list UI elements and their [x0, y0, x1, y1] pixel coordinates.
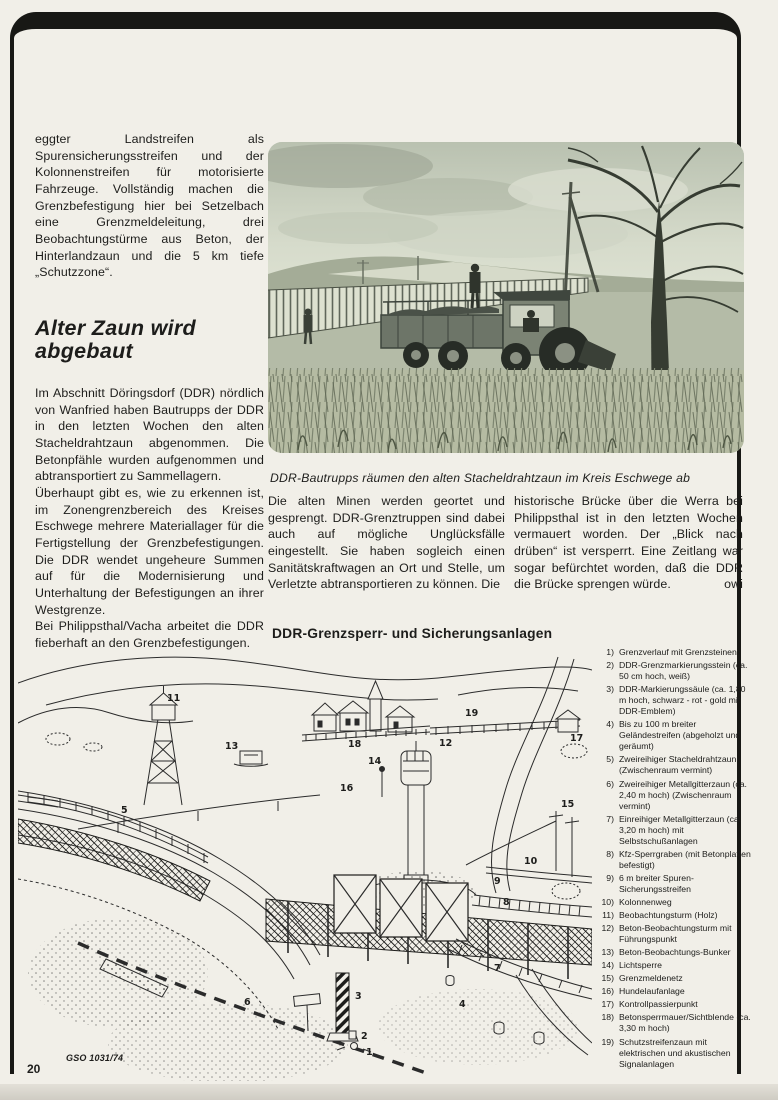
legend-item: 1) Grenzverlauf mit Grenzsteinen	[606, 647, 737, 657]
diagram-label: 16	[340, 783, 354, 794]
legend-item: 10) Kolonnenweg	[601, 896, 672, 907]
legend-item: 4) Bis zu 100 m breiter Geländestreifen (abgeholzt und geräumt)	[606, 719, 741, 752]
diagram-legend	[599, 647, 751, 1072]
diagram-label: 6	[244, 997, 251, 1008]
legend-item: 11) Beobachtungsturm (Holz)	[602, 910, 718, 921]
legend-item: 2) DDR-Grenzmarkierungsstein (ca. 50 cm hoch, weiß)	[606, 660, 748, 682]
diagram-label: 13	[225, 741, 239, 752]
photo-illustration	[268, 142, 744, 453]
article-paragraph: Überhaupt gibt es, wie zu erkennen ist, im Zonengrenzbereich des Kreises Eschwege mehrere Materiallager für die Fertigstellung der Grenzbefestigungen. Die DDR wendet ungeheure Summen auf für die Modernisierung und Unterhaltung der Befestigungen an ihrer Westgrenze.	[35, 486, 264, 617]
page-number: 20	[27, 1062, 41, 1076]
legend-item: 13) Beton-Beobachtungs-Bunker	[601, 947, 731, 958]
diagram-illustration	[18, 643, 592, 1081]
legend-item: 8) Kfz-Sperrgraben (mit Betonplatten befestigt)	[606, 848, 751, 870]
diagram-label: 14	[368, 756, 382, 767]
article-column-1	[268, 493, 505, 593]
photo-caption: DDR-Bautrupps räumen den alten Stacheldrahtzaun im Kreis Eschwege ab	[270, 471, 691, 486]
diagram-label: 18	[348, 739, 362, 750]
legend-item: 6) Zweireihiger Metallgitterzaun (ca. 2,40 m hoch) (Zwischenraum vermint)	[606, 778, 747, 811]
diagram-label: 2	[361, 1031, 368, 1042]
article-headline: Alter Zaun wird abgebaut	[35, 316, 196, 364]
legend-item: 12) Beton-Beobachtungsturm mit Führungspunkt	[601, 923, 732, 945]
legend-item: 18) Betonsperrmauer/Sichtblende (ca. 3,30 m hoch)	[601, 1012, 751, 1034]
legend-item: 15) Grenzmeldenetz	[601, 973, 683, 984]
left-text-column	[35, 131, 264, 652]
legend-item: 5) Zweireihiger Stacheldrahtzaun (Zwischenraum vermint)	[606, 754, 737, 776]
legend-item: 17) Kontrollpassierpunkt	[601, 999, 698, 1010]
diagram-label: 12	[439, 738, 453, 749]
legend-item: 16) Hundelaufanlage	[601, 986, 685, 997]
intro-paragraph: eggter Landstreifen als Spurensicherungsstreifen und der Kolonnenstreifen für motorisierte Fahrzeuge. Vollständig machen die Grenzbefestigung hier bei Setzelbach eine Grenzmeldeleitung, drei Beobachtungstürme aus Beton, der Hinterlandzaun und die 5 km tiefe „Schutzzone“.	[35, 132, 264, 280]
source-credit: GSO 1031/74	[66, 1053, 124, 1063]
article-paragraph: Im Abschnitt Döringsdorf (DDR) nördlich von Wanfried haben Bautrupps der DDR in den letzten Wochen den alten Stacheldrahtzaun abgenommen. Die Betonpfähle wurden aufgenommen und abtransportiert zu Sammellagern.	[35, 386, 264, 484]
article-column-2	[514, 493, 743, 593]
legend-item: 14) Lichtsperre	[601, 960, 662, 971]
legend-item: 9) 6 m breiter Spuren-Sicherungsstreifen	[606, 872, 694, 894]
diagram-label: 10	[524, 856, 538, 867]
diagram-label: 11	[167, 693, 181, 704]
photo-border-clearing	[268, 142, 744, 453]
legend-item: 19) Schutzstreifenzaun mit elektrischen und akustischen Signalanlagen	[601, 1036, 731, 1069]
diagram-label: 9	[494, 876, 501, 887]
legend-item: 3) DDR-Markierungssäule (ca. 1,80 m hoch, schwarz - rot - gold mit DDR-Emblem)	[606, 684, 746, 717]
diagram-label: 3	[355, 991, 362, 1002]
diagram-label: 5	[121, 805, 128, 816]
diagram-label: 8	[503, 897, 510, 908]
legend-item: 7) Einreihiger Metallgitterzaun (ca. 3,20 m hoch) mit Selbstschußanlagen	[606, 813, 742, 846]
diagram-title: DDR-Grenzsperr- und Sicherungsanlagen	[272, 625, 553, 641]
article-paragraph: historische Brücke über die Werra bei Philippsthal ist in den letzten Wochen vermauert worden. Der „Blick nach drüben“ ist versperrt. Eine Zeitlang war sogar befürchtet worden, daß die DDR die Brücke sprengen würde. owi	[514, 494, 743, 592]
article-paragraph: Die alten Minen werden geortet und gesprengt. DDR-Grenztruppen sind dabei auch auf mögliche Unglücksfälle eingestellt. Sie haben sogleich einen Sanitätskraftwagen an Ort und Stelle, um Verletzte abtransportieren zu können. Die	[268, 494, 505, 592]
diagram-label: 17	[570, 733, 584, 744]
diagram-label: 15	[561, 799, 575, 810]
author-initials: owi	[724, 577, 743, 592]
diagram-label: 1	[366, 1047, 373, 1058]
article-paragraph: Bei Philippsthal/Vacha arbeitet die DDR fieberhaft an den Grenzbefestigungen.	[35, 619, 264, 651]
diagram-label: 7	[494, 963, 501, 974]
diagram-label: 19	[465, 708, 479, 719]
scan-edge	[0, 1084, 778, 1100]
diagram-label: 4	[459, 999, 466, 1010]
